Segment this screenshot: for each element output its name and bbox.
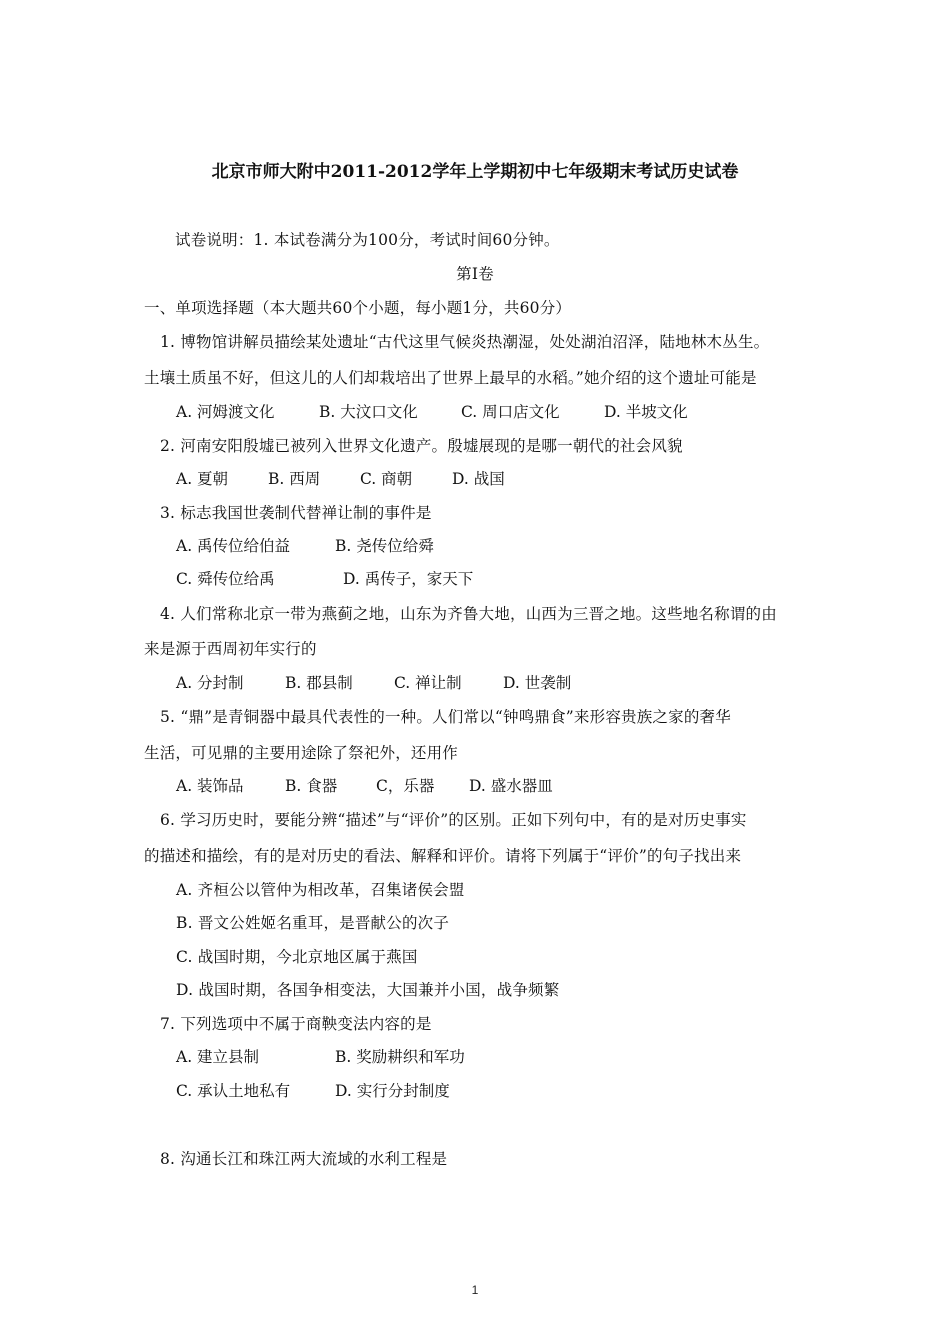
page-number: 1 xyxy=(471,1283,479,1297)
question-7-option-a: A. 建立县制 xyxy=(176,1048,260,1066)
question-5-line-2: 生活，可见鼎的主要用途除了祭祀外，还用作 xyxy=(144,744,459,762)
part-heading: 一、单项选择题（本大题共60个小题，每小题1分，共60分） xyxy=(144,299,572,317)
question-6-option-a: A. 齐桓公以管仲为相改革，召集诸侯会盟 xyxy=(176,881,465,899)
question-4-option-b: B. 郡县制 xyxy=(285,674,353,692)
question-2-option-c: C. 商朝 xyxy=(360,470,413,488)
question-3-option-a: A. 禹传位给伯益 xyxy=(176,537,291,555)
question-6-line-2: 的描述和描绘，有的是对历史的看法、解释和评价。请将下列属于“评价”的句子找出来 xyxy=(144,847,742,865)
question-3-line-1: 3. 标志我国世袭制代替禅让制的事件是 xyxy=(160,504,432,522)
question-4-option-c: C. 禅让制 xyxy=(394,674,462,692)
question-7-option-c: C. 承认土地私有 xyxy=(176,1082,291,1100)
question-6-line-1: 6. 学习历史时，要能分辨“描述”与“评价”的区别。正如下列句中，有的是对历史事实 xyxy=(160,811,747,829)
question-1-option-b: B. 大汶口文化 xyxy=(319,403,418,421)
question-6-option-b: B. 晋文公姓姬名重耳，是晋献公的次子 xyxy=(176,914,450,932)
question-1-option-d: D. 半坡文化 xyxy=(604,403,688,421)
question-4-option-d: D. 世袭制 xyxy=(503,674,572,692)
question-3-option-c: C. 舜传位给禹 xyxy=(176,570,275,588)
question-8-line-1: 8. 沟通长江和珠江两大流域的水利工程是 xyxy=(160,1150,448,1168)
question-2-option-d: D. 战国 xyxy=(452,470,505,488)
question-5-option-b: B. 食器 xyxy=(285,777,338,795)
question-1-line-1: 1. 博物馆讲解员描绘某处遗址“古代这里气候炎热潮湿，处处湖泊沼泽，陆地林木丛生。 xyxy=(160,333,770,351)
question-7-option-b: B. 奖励耕织和军功 xyxy=(335,1048,465,1066)
question-1-line-2: 土壤土质虽不好，但这儿的人们却栽培出了世界上最早的水稻。”她介绍的这个遗址可能是 xyxy=(144,369,757,387)
question-6-option-d: D. 战国时期，各国争相变法，大国兼并小国，战争频繁 xyxy=(176,981,560,999)
question-4-line-1: 4. 人们常称北京一带为燕蓟之地，山东为齐鲁大地，山西为三晋之地。这些地名称谓的由 xyxy=(160,605,777,623)
question-1-option-c: C. 周口店文化 xyxy=(461,403,560,421)
question-2-option-a: A. 夏朝 xyxy=(176,470,229,488)
question-4-option-a: A. 分封制 xyxy=(176,674,244,692)
question-2-option-b: B. 西周 xyxy=(268,470,321,488)
exam-title: 北京市师大附中2011-2012学年上学期初中七年级期末考试历史试卷 xyxy=(211,162,739,182)
question-2-line-1: 2. 河南安阳殷墟已被列入世界文化遗产。殷墟展现的是哪一朝代的社会风貌 xyxy=(160,437,683,455)
question-1-option-a: A. 河姆渡文化 xyxy=(176,403,275,421)
question-3-option-b: B. 尧传位给舜 xyxy=(335,537,434,555)
question-7-line-1: 7. 下列选项中不属于商鞅变法内容的是 xyxy=(160,1015,432,1033)
question-5-line-1: 5. “鼎”是青铜器中最具代表性的一种。人们常以“钟鸣鼎食”来形容贵族之家的奢华 xyxy=(160,708,731,726)
exam-instructions: 试卷说明：1. 本试卷满分为100分，考试时间60分钟。 xyxy=(175,231,560,249)
question-5-option-c: C，乐器 xyxy=(376,777,435,795)
section-title: 第Ⅰ卷 xyxy=(456,265,494,283)
question-5-option-a: A. 装饰品 xyxy=(176,777,244,795)
question-4-line-2: 来是源于西周初年实行的 xyxy=(144,640,317,658)
question-5-option-d: D. 盛水器皿 xyxy=(469,777,553,795)
question-3-option-d: D. 禹传子，家天下 xyxy=(343,570,474,588)
question-6-option-c: C. 战国时期，今北京地区属于燕国 xyxy=(176,948,418,966)
question-7-option-d: D. 实行分封制度 xyxy=(335,1082,450,1100)
